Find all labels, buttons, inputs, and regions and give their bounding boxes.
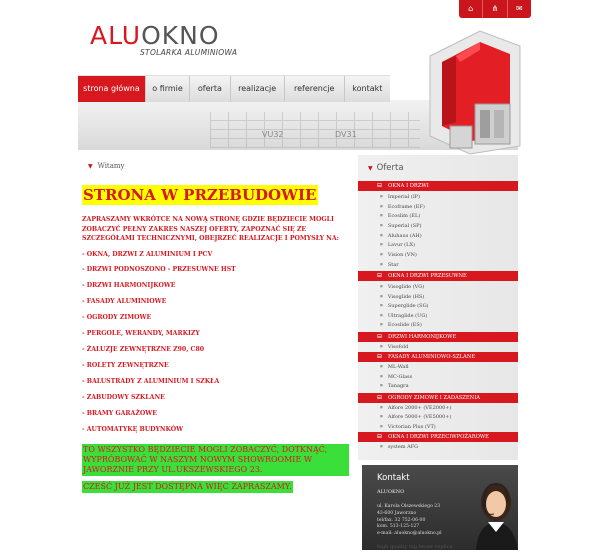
sidebar-item[interactable]: ■ Ultraglide (UG) <box>380 313 427 319</box>
sidebar-item[interactable]: ■ Alfore 2000+ (VE2000+) <box>380 405 451 411</box>
sidebar-item[interactable]: ■ Ecoslide (ES) <box>380 322 422 328</box>
nav-contact[interactable]: kontakt <box>352 84 383 93</box>
category-sliding[interactable]: ⊟ OKNA I DRZWI PRZESUWNE <box>358 271 518 281</box>
breadcrumb-label: Witamy <box>97 162 125 170</box>
page-title: STRONA W PRZEBUDOWIE <box>83 186 317 204</box>
main-nav <box>78 75 390 102</box>
category-facades[interactable]: ⊟ FASADY ALUMINIOWO-SZLANE <box>358 352 518 362</box>
intro-text: ZAPRASZAMY WKRÓTCE NA NOWĄ STRONĘ GDZIE BĘDZIECIE MOGLI ZOBACZYĆ PEŁNY ZAKRES NASZEJ OFERTY, ZAPOZNAĆ SIĘ ZE SZCZEGÓŁAMI TECHNICZNYMI, OBEJRZEĆ REALIZACJE I POMYSŁY NA: <box>82 216 339 242</box>
logo[interactable] <box>90 23 220 49</box>
footer-link[interactable]: high quality tag heuer replica <box>377 544 453 550</box>
nav-about[interactable]: o firmie <box>146 76 190 102</box>
offer-bullet: - ROLETY ZEWNĘTRZNE <box>82 362 169 369</box>
sidebar-item[interactable]: ■ Alfore 5000+ (VE5000+) <box>380 414 451 420</box>
sidebar-item[interactable]: ■ Superial (SP) <box>380 223 422 229</box>
contact-city: 43-600 Jaworzno <box>377 511 417 516</box>
offer-bullet: - BALUSTRADY Z ALUMINIUM I SZKŁA <box>82 378 220 385</box>
sidebar-item[interactable]: ■ Victorian Plus (VT) <box>380 424 436 430</box>
sidebar-item[interactable]: ■ ML-Wall <box>380 364 409 370</box>
company-name: ALUOKNO <box>377 489 405 495</box>
sidebar-item[interactable]: ■ Visoglide (HS) <box>380 294 424 300</box>
nav-references[interactable]: referencje <box>285 76 345 102</box>
nav-projects[interactable]: realizacje <box>231 76 285 102</box>
home-icon[interactable]: ⌂ <box>459 0 483 18</box>
logo-part-alu: ALU <box>90 21 142 50</box>
offer-bullet: - AUTOMATYKĘ BUDYNKÓW <box>82 426 184 433</box>
contact-phone: tel/fax. 32 752-06-00 <box>377 518 426 523</box>
sidebar-item[interactable]: ■ Ecoframe (EF) <box>380 204 425 210</box>
sidebar-item[interactable]: ■ Ecoslim (EL) <box>380 213 420 219</box>
sidebar-item[interactable]: ■ Visofold <box>380 344 408 350</box>
sidebar-item[interactable]: ■ Tanagra <box>380 383 409 389</box>
top-icon-bar <box>459 0 531 18</box>
category-windows-doors[interactable]: ⊟ OKNA I DRZWI <box>358 181 518 191</box>
offer-bullet: - OGRODY ZIMOWE <box>82 314 152 321</box>
offer-bullet: - DRZWI PODNOSZONO - PRZESUWNE HST <box>82 266 236 273</box>
sidebar-title-label: Oferta <box>376 163 404 173</box>
nav-home[interactable]: strona główna <box>78 76 146 102</box>
category-folding[interactable]: ⊟ DRZWI HARMONIJKOWE <box>358 332 518 342</box>
contact-address: ul. Karola Olszewskiego 23 <box>377 504 441 509</box>
header-drawing-label-b: DV31 <box>335 130 357 139</box>
sidebar-item[interactable]: ■ Aluhaus (AH) <box>380 233 422 239</box>
offer-bullet: - PERGOLE, WERANDY, MARKIZY <box>82 330 200 337</box>
sidebar-item[interactable]: ■ Vision (VN) <box>380 252 417 258</box>
sidebar-item[interactable]: ■ MC-Glass <box>380 374 412 380</box>
sidebar-item[interactable]: ■ Star <box>380 262 399 268</box>
breadcrumb <box>88 162 125 170</box>
sidebar-item[interactable]: ■ Lavur (LX) <box>380 242 415 248</box>
contact-title: Kontakt <box>377 473 410 483</box>
support-agent-image <box>470 470 520 550</box>
window-profile-image <box>420 26 530 156</box>
offer-bullet: - DRZWI HARMONIJKOWE <box>82 282 176 289</box>
category-winter-gardens[interactable]: ⊟ OGRODY ZIMOWE I ZADASZENIA <box>358 393 518 403</box>
invite-note: CZEŚĆ JUŻ JEST DOSTĘPNA WIĘC ZAPRASZAMY. <box>83 482 292 491</box>
bullet-icon: ▼ <box>368 165 373 172</box>
offer-bullet: - BRAMY GARAŻOWE <box>82 410 157 417</box>
sitemap-icon[interactable]: ⋔ <box>483 0 507 18</box>
nav-offer[interactable]: oferta <box>190 76 230 102</box>
contact-mobile: kom. 513-125-127 <box>377 524 420 529</box>
contact-email[interactable]: e-mail: aluokno@aluokno.pl <box>377 531 442 536</box>
logo-part-okno: OKNO <box>141 21 220 50</box>
sidebar-title <box>368 163 404 173</box>
bullet-icon: ▼ <box>88 163 93 170</box>
offer-bullet: - ŻALUZJE ZEWNĘTRZNE Z90, C80 <box>82 346 205 353</box>
sidebar-item[interactable]: ■ Superglide (SG) <box>380 303 429 309</box>
sidebar-item[interactable]: ■ Visoglide (VG) <box>380 284 424 290</box>
offer-bullet: - ZABUDOWY SZKLANE <box>82 394 165 401</box>
showroom-note: TO WSZYSTKO BĘDZIECIE MOGLI ZOBACZYĆ, DOTKNĄĆ, WYPRÓBOWAĆ W NASZYM NOWYM SHOWROOMIE W JAWORZNIE PRZY UL.UKSZEWSKIEGO 23. <box>82 444 349 476</box>
category-fire-resistant[interactable]: ⊟ OKNA I DRZWI PRZECIWPOŻAROWE <box>358 432 518 442</box>
sidebar-item[interactable]: ■ Imperial (IP) <box>380 194 420 200</box>
logo-tagline: STOLARKA ALUMINIOWA <box>140 48 238 57</box>
offer-bullet: - FASADY ALUMINIOWE <box>82 298 167 305</box>
offer-bullet: - OKNA, DRZWI Z ALUMINIUM I PCV <box>82 251 213 258</box>
sidebar-item[interactable]: ■ system AFG <box>380 444 418 450</box>
header-drawing-label-a: VU32 <box>262 130 284 139</box>
header-drawing <box>210 112 420 148</box>
mail-icon[interactable]: ✉ <box>515 4 523 13</box>
